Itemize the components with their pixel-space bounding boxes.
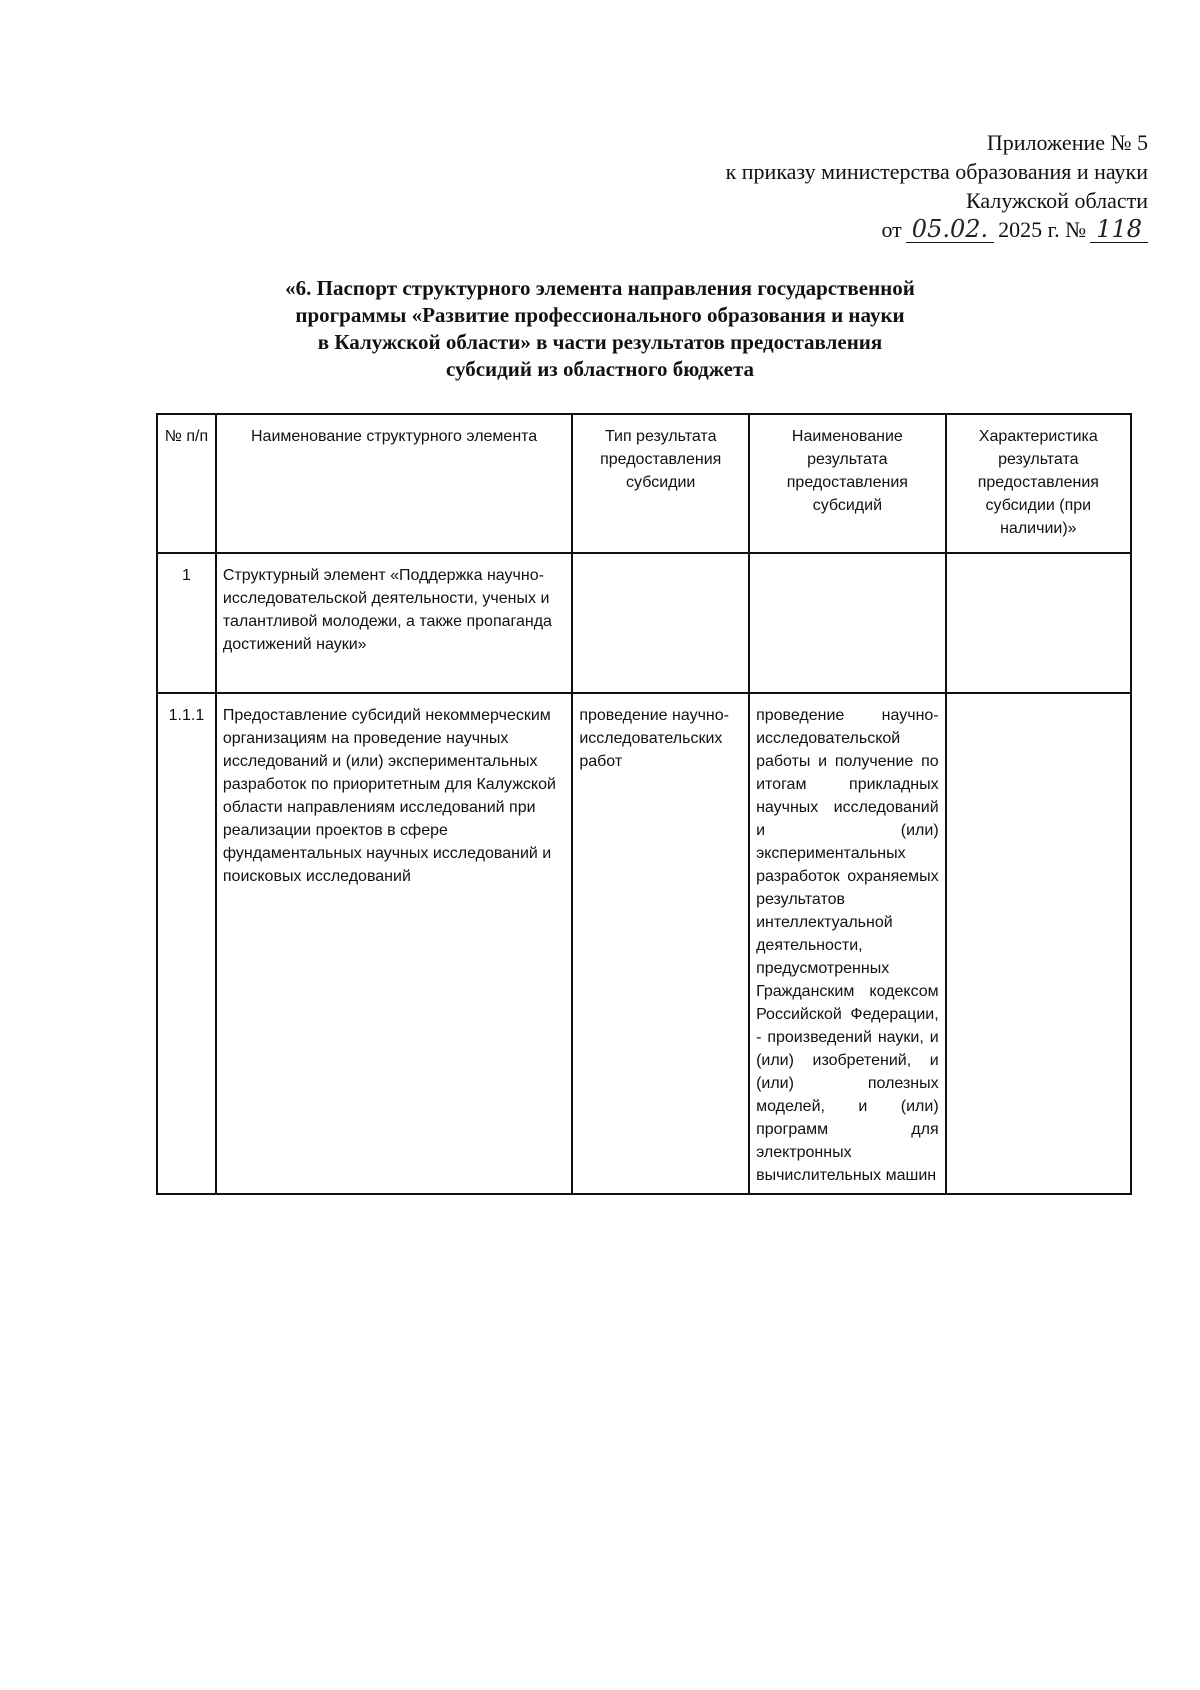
passport-table	[156, 413, 1132, 1195]
title-line-1: «6. Паспорт структурного элемента направления государственной	[285, 276, 915, 300]
row-characteristic	[946, 693, 1131, 1194]
row-num: 1	[157, 553, 216, 693]
region-name: Калужской области	[966, 188, 1148, 213]
header-characteristic: Характеристика результата предоставления субсидии (при наличии)»	[946, 414, 1131, 553]
row-result	[749, 553, 946, 693]
order-reference: к приказу министерства образования и науки	[725, 159, 1148, 184]
row-type: проведение научно-исследовательских работ	[572, 693, 749, 1194]
document-title	[0, 275, 1200, 383]
date-year: 2025 г. №	[998, 217, 1087, 242]
row-result: проведение научно-исследовательской работы и получение по итогам прикладных научных исследований и (или) экспериментальных разработок охраняемых результатов интеллектуальной деятельности, предусмотренных Гражданским кодексом Российской Федерации, - произведений науки, и (или) изобретений, и (или) полезных моделей, и (или) программ для электронных вычислительных машин	[749, 693, 946, 1194]
appendix-header	[726, 128, 1148, 244]
handwritten-order-number: 118	[1090, 216, 1148, 243]
date-prefix: от	[881, 217, 902, 242]
header-type: Тип результата предоставления субсидии	[572, 414, 749, 553]
title-line-4: субсидий из областного бюджета	[445, 357, 755, 381]
title-line-3: в Калужской области» в части результатов предоставления	[317, 330, 883, 354]
header-num: № п/п	[157, 414, 216, 553]
table-row	[157, 553, 1131, 693]
header-name: Наименование структурного элемента	[216, 414, 572, 553]
title-line-2: программы «Развитие профессионального образования и науки	[295, 303, 905, 327]
row-num: 1.1.1	[157, 693, 216, 1194]
row-name: Предоставление субсидий некоммерческим организациям на проведение научных исследований и (или) экспериментальных разработок по приоритетным для Калужской области направлениям исследований при реализации проектов в сфере фундаментальных научных исследований и поисковых исследований	[216, 693, 572, 1194]
table-header-row	[157, 414, 1131, 553]
row-type	[572, 553, 749, 693]
handwritten-date: 05.02.	[906, 216, 994, 243]
row-characteristic	[946, 553, 1131, 693]
order-date-line	[881, 215, 1148, 244]
appendix-number: Приложение № 5	[986, 130, 1148, 155]
header-result: Наименование результата предоставления субсидий	[749, 414, 946, 553]
row-name: Структурный элемент «Поддержка научно-исследовательской деятельности, ученых и талантливой молодежи, а также пропаганда достижений науки»	[216, 553, 572, 693]
table-row	[157, 693, 1131, 1194]
